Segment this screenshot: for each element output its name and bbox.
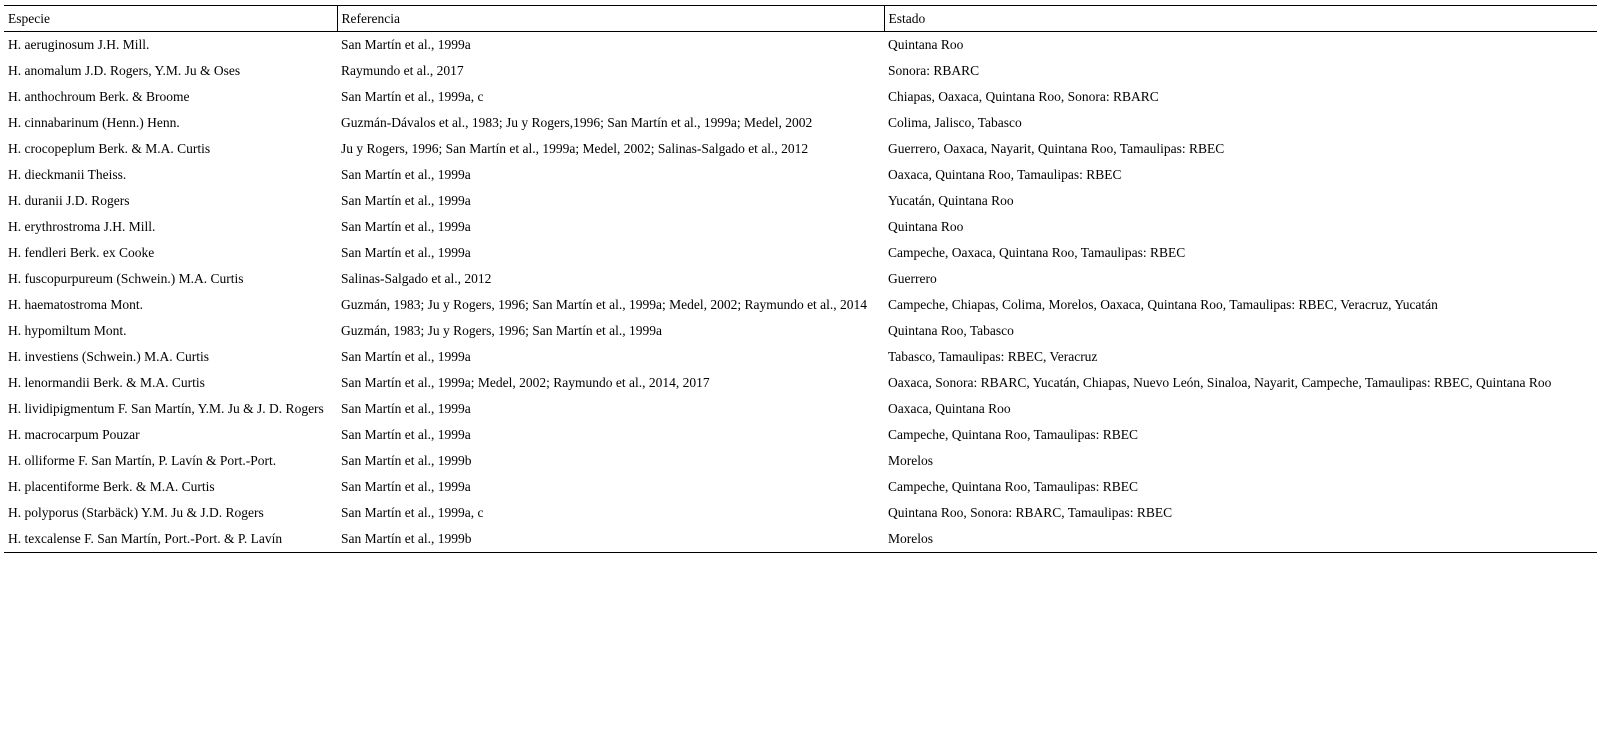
state-cell: Quintana Roo: [888, 219, 964, 235]
state-cell: Chiapas, Oaxaca, Quintana Roo, Sonora: RBARC: [888, 89, 1159, 105]
table-row: [4, 136, 1597, 162]
table-row: [4, 448, 1597, 474]
reference-cell: San Martín et al., 1999a: [341, 349, 471, 365]
reference-cell: San Martín et al., 1999a: [341, 427, 471, 443]
state-cell: Campeche, Quintana Roo, Tamaulipas: RBEC: [888, 427, 1139, 443]
species-cell: H. aeruginosum J.H. Mill.: [8, 37, 150, 53]
reference-cell: Guzmán-Dávalos et al., 1983; Ju y Rogers,1996; San Martín et al., 1999a; Medel, 2002: [341, 115, 813, 131]
reference-cell: San Martín et al., 1999a: [341, 479, 471, 495]
table-row: [4, 500, 1597, 526]
state-cell: Yucatán, Quintana Roo: [888, 193, 1014, 209]
species-cell: H. cinnabarinum (Henn.) Henn.: [8, 115, 180, 131]
state-cell: Guerrero, Oaxaca, Nayarit, Quintana Roo, Tamaulipas: RBEC: [888, 141, 1225, 157]
table-row: [4, 214, 1597, 240]
state-cell: Campeche, Oaxaca, Quintana Roo, Tamaulipas: RBEC: [888, 245, 1186, 261]
species-cell: H. fendleri Berk. ex Cooke: [8, 245, 155, 261]
state-cell: Quintana Roo: [888, 37, 964, 53]
state-cell: Morelos: [888, 453, 933, 469]
column-header-especie: Especie: [4, 6, 337, 32]
table-row: [4, 344, 1597, 370]
reference-cell: Ju y Rogers, 1996; San Martín et al., 1999a; Medel, 2002; Salinas-Salgado et al., 2012: [341, 141, 809, 157]
document-page: [0, 5, 1603, 735]
table-row: [4, 32, 1597, 59]
state-cell: Oaxaca, Sonora: RBARC, Yucatán, Chiapas, Nuevo León, Sinaloa, Nayarit, Campeche, Tamaulipas: RBEC, Quintana Roo: [888, 375, 1552, 391]
table-row: [4, 110, 1597, 136]
species-cell: H. lividipigmentum F. San Martín, Y.M. Ju & J. D. Rogers: [8, 401, 324, 417]
state-cell: Quintana Roo, Tabasco: [888, 323, 1014, 339]
species-cell: H. haematostroma Mont.: [8, 297, 143, 313]
species-cell: H. macrocarpum Pouzar: [8, 427, 140, 443]
species-cell: H. fuscopurpureum (Schwein.) M.A. Curtis: [8, 271, 244, 287]
state-cell: Oaxaca, Quintana Roo, Tamaulipas: RBEC: [888, 167, 1122, 183]
table-row: [4, 188, 1597, 214]
species-cell: H. texcalense F. San Martín, Port.-Port. & P. Lavín: [4, 526, 337, 553]
state-cell: Colima, Jalisco, Tabasco: [888, 115, 1022, 131]
state-cell: Oaxaca, Quintana Roo: [888, 401, 1011, 417]
species-cell: H. anthochroum Berk. & Broome: [8, 89, 190, 105]
table-row: [4, 58, 1597, 84]
species-cell: H. anomalum J.D. Rogers, Y.M. Ju & Oses: [8, 63, 241, 79]
species-cell: H. polyporus (Starbäck) Y.M. Ju & J.D. Rogers: [8, 505, 264, 521]
reference-cell: San Martín et al., 1999a, c: [341, 89, 484, 105]
state-cell: Guerrero: [888, 271, 937, 287]
table-row: [4, 318, 1597, 344]
species-cell: H. erythrostroma J.H. Mill.: [8, 219, 156, 235]
table-row: [4, 396, 1597, 422]
species-cell: H. lenormandii Berk. & M.A. Curtis: [8, 375, 205, 391]
species-cell: H. placentiforme Berk. & M.A. Curtis: [8, 479, 215, 495]
table-row: [4, 370, 1597, 396]
species-cell: H. duranii J.D. Rogers: [8, 193, 130, 209]
reference-cell: Guzmán, 1983; Ju y Rogers, 1996; San Martín et al., 1999a; Medel, 2002; Raymundo et al., 2014: [341, 297, 868, 313]
reference-cell: San Martín et al., 1999a; Medel, 2002; Raymundo et al., 2014, 2017: [341, 375, 710, 391]
species-cell: H. dieckmanii Theiss.: [8, 167, 127, 183]
table-row: [4, 84, 1597, 110]
table-row: [4, 266, 1597, 292]
species-cell: H. hypomiltum Mont.: [8, 323, 127, 339]
reference-cell: San Martín et al., 1999a: [341, 193, 471, 209]
reference-cell: San Martín et al., 1999a: [341, 245, 471, 261]
reference-cell: San Martín et al., 1999b: [341, 453, 472, 469]
reference-cell: San Martín et al., 1999a: [341, 167, 471, 183]
state-cell: Morelos: [884, 526, 1597, 553]
reference-cell: San Martín et al., 1999a, c: [341, 505, 484, 521]
species-table: [4, 5, 1597, 553]
state-cell: Campeche, Chiapas, Colima, Morelos, Oaxaca, Quintana Roo, Tamaulipas: RBEC, Veracruz, Yucatán: [888, 297, 1438, 313]
column-header-estado: Estado: [884, 6, 1597, 32]
state-cell: Tabasco, Tamaulipas: RBEC, Veracruz: [888, 349, 1098, 365]
state-cell: Quintana Roo, Sonora: RBARC, Tamaulipas: RBEC: [888, 505, 1173, 521]
species-cell: H. crocopeplum Berk. & M.A. Curtis: [8, 141, 211, 157]
state-cell: Sonora: RBARC: [888, 63, 980, 79]
header-row: [4, 6, 1597, 32]
reference-cell: San Martín et al., 1999a: [341, 37, 471, 53]
species-cell: H. investiens (Schwein.) M.A. Curtis: [8, 349, 209, 365]
reference-cell: Guzmán, 1983; Ju y Rogers, 1996; San Martín et al., 1999a: [341, 323, 662, 339]
state-cell: Campeche, Quintana Roo, Tamaulipas: RBEC: [888, 479, 1139, 495]
reference-cell: Raymundo et al., 2017: [341, 63, 464, 79]
table-row: [4, 422, 1597, 448]
reference-cell: San Martín et al., 1999a: [341, 219, 471, 235]
table-row: [4, 474, 1597, 500]
table-row: [4, 240, 1597, 266]
reference-cell: Salinas-Salgado et al., 2012: [341, 271, 492, 287]
table-row: [4, 162, 1597, 188]
reference-cell: San Martín et al., 1999a: [341, 401, 471, 417]
column-header-referencia: Referencia: [337, 6, 884, 32]
table-row: [4, 292, 1597, 318]
table-row: [4, 526, 1597, 553]
species-cell: H. olliforme F. San Martín, P. Lavín & Port.-Port.: [8, 453, 277, 469]
reference-cell: San Martín et al., 1999b: [337, 526, 884, 553]
